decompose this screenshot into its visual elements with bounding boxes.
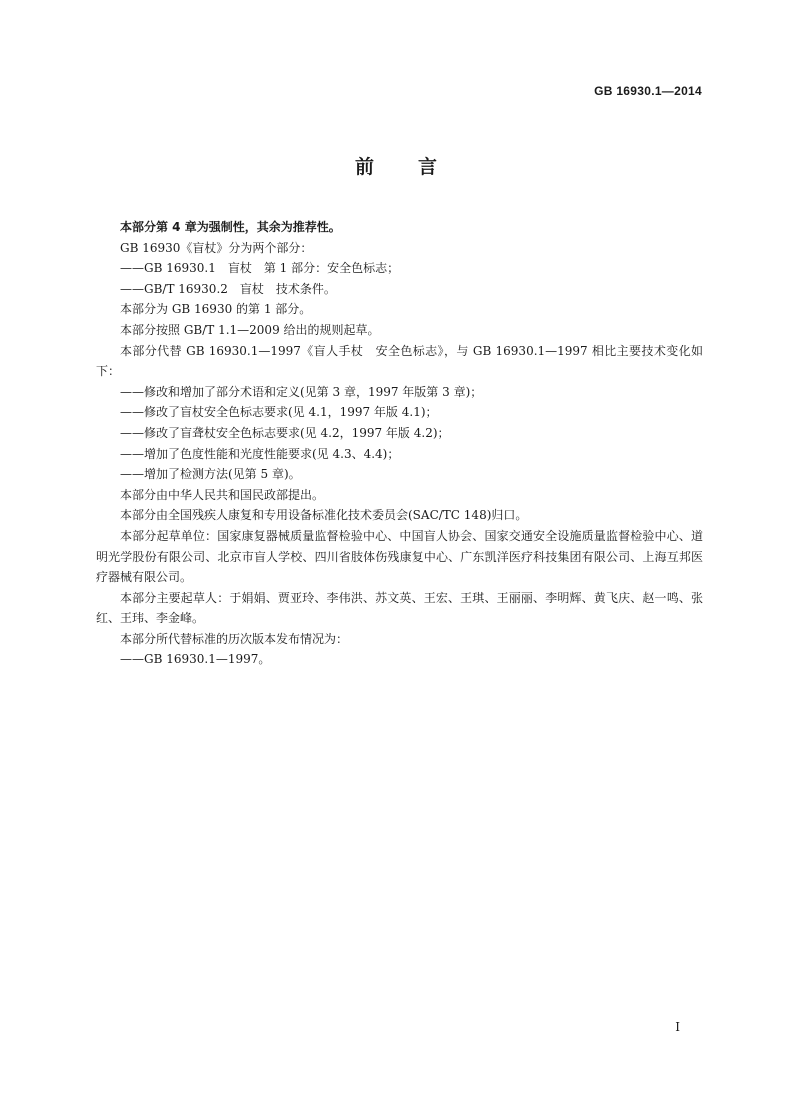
page-number: I — [675, 1020, 680, 1034]
paragraph: 本部分为 GB 16930 的第 1 部分。 — [120, 302, 312, 317]
list-item: ——GB 16930.1—1997。 — [120, 652, 271, 667]
paragraph: 本部分按照 GB/T 1.1—2009 给出的规则起草。 — [120, 322, 380, 337]
paragraph: 本部分代替 GB 16930.1—1997《盲人手杖 安全色标志》，与 GB 16930.1—1997 相比主要技术变化如下： — [96, 343, 703, 379]
paragraph: 本部分所代替标准的历次版本发布情况为： — [120, 631, 349, 646]
paragraph-drafters: 本部分主要起草人：于娟娟、贾亚玲、李伟洪、苏文英、王宏、王琪、王丽丽、李明辉、黄飞庆、赵一鸣、张红、王玮、李金峰。 — [96, 590, 703, 626]
paragraph: 本部分由全国残疾人康复和专用设备标准化技术委员会(SAC/TC 148)归口。 — [120, 508, 528, 523]
list-item: ——修改了盲聋杖安全色标志要求(见 4.2，1997 年版 4.2)； — [120, 425, 450, 440]
paragraph-drafting-units: 本部分起草单位：国家康复器械质量监督检验中心、中国盲人协会、国家交通安全设施质量监督检验中心、道明光学股份有限公司、北京市盲人学校、四川省肢体伤残康复中心、广东凯洋医疗科技集团有限公司、上海互邦医疗器械有限公司。 — [96, 528, 703, 585]
paragraph-mandatory-note: 本部分第 4 章为强制性，其余为推荐性。 — [120, 220, 341, 234]
paragraph: GB 16930《盲杖》分为两个部分： — [120, 240, 313, 255]
standard-number-header: GB 16930.1—2014 — [594, 84, 702, 98]
paragraph: 本部分由中华人民共和国民政部提出。 — [120, 487, 325, 502]
page-title: 前言 — [354, 156, 481, 178]
list-item: ——修改和增加了部分术语和定义(见第 3 章，1997 年版第 3 章)； — [120, 384, 483, 399]
document-body — [96, 217, 703, 670]
list-item: ——增加了色度性能和光度性能要求(见 4.3、4.4)； — [120, 446, 400, 461]
list-item: ——GB/T 16930.2 盲杖 技术条件。 — [120, 281, 336, 296]
list-item: ——增加了检测方法(见第 5 章)。 — [120, 467, 301, 482]
list-item: ——修改了盲杖安全色标志要求(见 4.1，1997 年版 4.1)； — [120, 405, 438, 420]
list-item: ——GB 16930.1 盲杖 第 1 部分：安全色标志； — [120, 261, 400, 276]
